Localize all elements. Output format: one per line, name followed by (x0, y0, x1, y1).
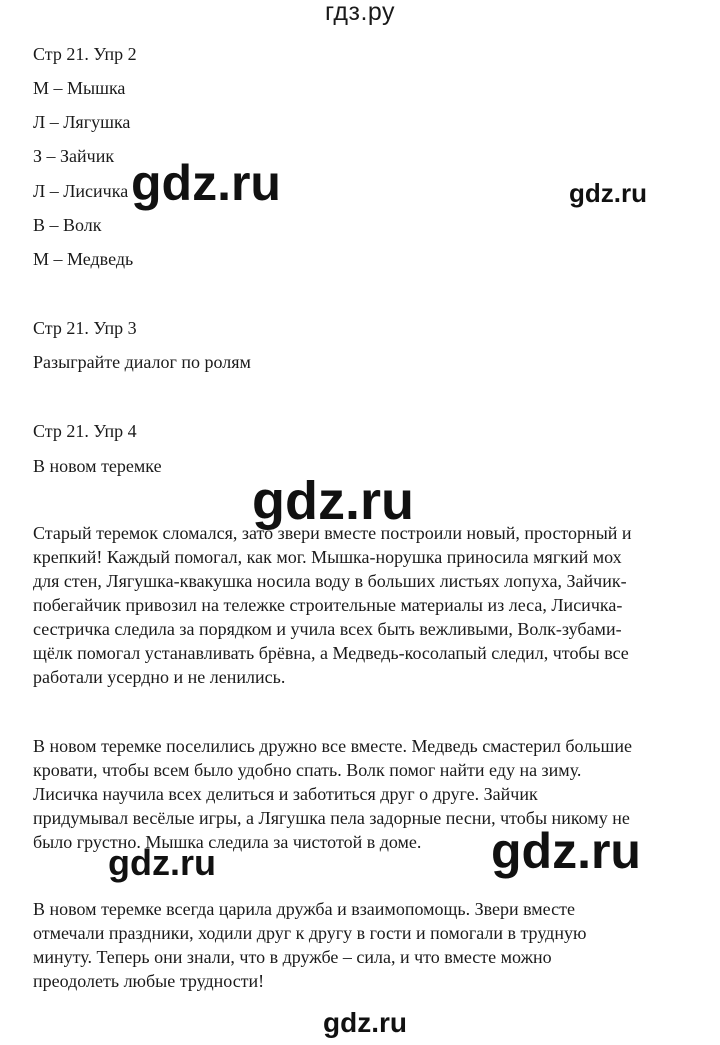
paragraph-line: сестричка следила за порядком и учила всех быть вежливыми, Волк-зубами- (33, 619, 622, 639)
paragraph-line: преодолеть любые трудности! (33, 971, 265, 991)
paragraph-line: Старый теремок сломался, зато звери вместе построили новый, просторный и (33, 523, 632, 543)
exercise3-heading: Стр 21. Упр 3 (33, 318, 137, 338)
watermark: gdz.ru (108, 842, 216, 883)
watermark: gdz.ru (252, 471, 414, 531)
story-paragraph-1 (33, 521, 683, 689)
paragraph-line: было грустно. Мышка следила за чистотой в доме. (33, 832, 422, 852)
paragraph-line: придумывал весёлые игры, а Лягушка пела задорные песни, чтобы никому не (33, 808, 630, 828)
paragraph-line: В новом теремке всегда царила дружба и взаимопомощь. Звери вместе (33, 899, 575, 919)
watermark: gdz.ru (491, 823, 641, 879)
paragraph-line: В новом теремке поселились дружно все вместе. Медведь смастерил большие (33, 736, 632, 756)
paragraph-line: щёлк помогал устанавливать брёвна, а Медведь-косолапый следил, чтобы все (33, 643, 629, 663)
exercise2-item: М – Мышка (33, 78, 126, 98)
exercise2-item: Л – Лягушка (33, 112, 131, 132)
watermark: gdz.ru (131, 155, 281, 211)
exercise2-heading: Стр 21. Упр 2 (33, 44, 137, 64)
exercise3-text: Разыграйте диалог по ролям (33, 352, 251, 372)
paragraph-line: для стен, Лягушка-квакушка носила воду в больших листьях лопуха, Зайчик- (33, 571, 627, 591)
paragraph-line: Лисичка научила всех делиться и заботиться друг о друге. Зайчик (33, 784, 538, 804)
story-paragraph-3 (33, 897, 683, 993)
exercise4-title: В новом теремке (33, 456, 162, 476)
site-title: гдз.ру (324, 0, 396, 26)
watermark: gdz.ru (323, 1007, 407, 1038)
exercise2-item: Л – Лисичка (33, 181, 129, 201)
watermark: gdz.ru (569, 178, 647, 208)
paragraph-line: минуту. Теперь они знали, что в дружбе – сила, и что вместе можно (33, 947, 552, 967)
exercise2-item: З – Зайчик (33, 146, 115, 166)
paragraph-line: крепкий! Каждый помогал, как мог. Мышка-норушка приносила мягкий мох (33, 547, 622, 567)
exercise2-item: В – Волк (33, 215, 102, 235)
paragraph-line: работали усердно и не ленились. (33, 667, 286, 687)
paragraph-line: отмечали праздники, ходили друг к другу в гости и помогали в трудную (33, 923, 587, 943)
paragraph-line: побегайчик привозил на тележке строительные материалы из леса, Лисичка- (33, 595, 623, 615)
exercise4-heading: Стр 21. Упр 4 (33, 421, 137, 441)
paragraph-line: кровати, чтобы всем было удобно спать. Волк помог найти еду на зиму. (33, 760, 582, 780)
exercise2-item: М – Медведь (33, 249, 134, 269)
